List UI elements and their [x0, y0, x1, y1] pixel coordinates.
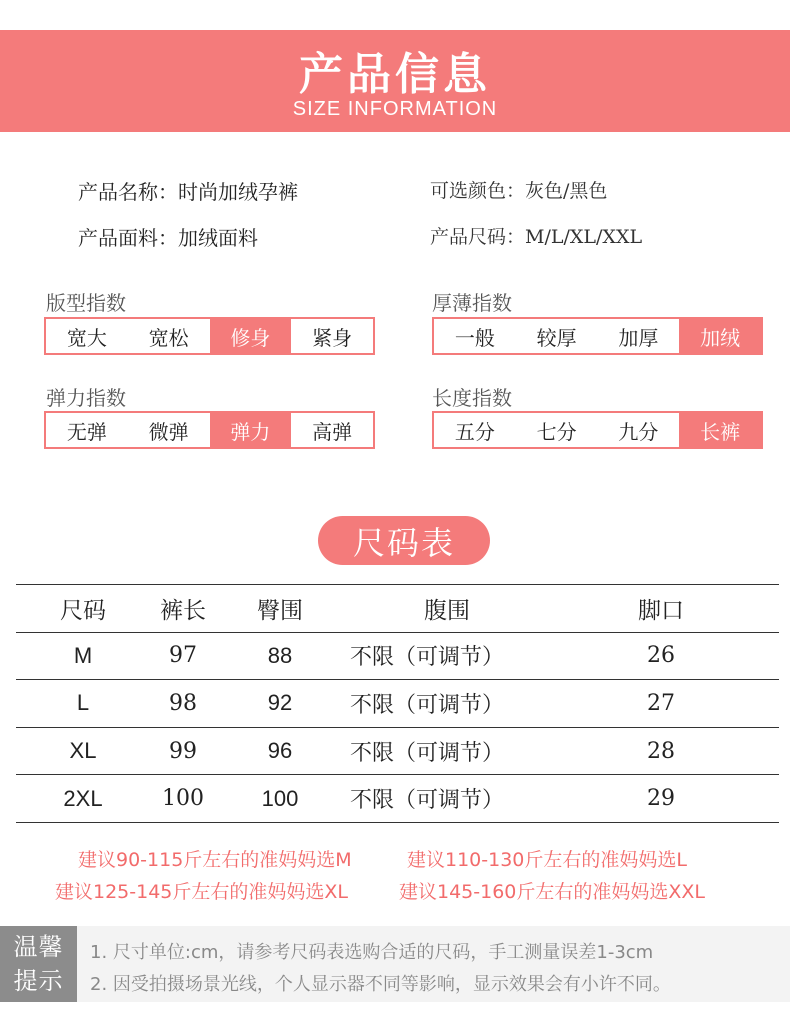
table-cell: 29: [647, 786, 675, 812]
table-header-cell: 尺码: [60, 597, 106, 624]
table-cell: M: [73, 642, 93, 668]
table-cell: 100: [162, 786, 204, 812]
notice-line: 1. 尺寸单位:cm，请参考尺码表选购合适的尺码，手工测量误差1-3cm: [90, 942, 654, 963]
length-option: 九分: [618, 419, 659, 444]
thickness-index-bar: [432, 317, 763, 355]
table-cell: 2XL: [63, 785, 103, 811]
notice-badge: [0, 926, 77, 1002]
table-header-cell: 脚口: [638, 597, 684, 624]
size-tip: 建议110-130斤左右的准妈妈选L: [407, 849, 687, 871]
size-tip: 建议90-115斤左右的准妈妈选M: [78, 849, 352, 871]
table-header-row: [16, 585, 779, 633]
length-index-title: 长度指数: [432, 386, 512, 410]
elastic-index-bar: [44, 411, 375, 449]
table-row: [16, 680, 779, 728]
table-cell: 不限（可调节）: [350, 788, 505, 814]
table-cell: 97: [169, 643, 197, 669]
table-cell: 不限（可调节）: [350, 645, 505, 671]
thickness-option: 加绒: [679, 319, 761, 353]
table-row: [16, 633, 779, 681]
table-cell: 28: [647, 738, 675, 764]
table-cell: 不限（可调节）: [350, 692, 505, 718]
product-name: 产品名称：时尚加绒孕裤: [78, 180, 298, 204]
table-cell: 100: [261, 785, 299, 811]
table-header-cell: 臀围: [257, 597, 303, 624]
product-fabric: 产品面料：加绒面料: [78, 226, 258, 250]
elastic-option: 无弹: [66, 419, 107, 444]
fit-option: 宽松: [148, 325, 189, 350]
notice-line: 2. 因受拍摄场景光线，个人显示器不同等影响，显示效果会有小许不同。: [90, 974, 671, 995]
length-option: 五分: [454, 419, 495, 444]
page-title: 产品信息: [299, 49, 491, 100]
page-subtitle: SIZE INFORMATION: [292, 98, 498, 120]
thickness-option: 加厚: [618, 325, 659, 350]
table-cell: 99: [169, 738, 197, 764]
table-header-cell: 裤长: [160, 597, 206, 624]
table-row: [16, 775, 779, 823]
notice-badge-line: 温馨: [13, 933, 64, 961]
size-tip: 建议125-145斤左右的准妈妈选XL: [55, 881, 348, 903]
table-cell: 98: [169, 690, 197, 716]
table-cell: 不限（可调节）: [350, 740, 505, 766]
elastic-option: 高弹: [312, 419, 353, 444]
length-option: 长裤: [679, 413, 761, 447]
table-cell: 92: [267, 690, 293, 716]
table-cell: XL: [69, 738, 97, 764]
table-cell: 88: [267, 642, 293, 668]
fit-index-title: 版型指数: [46, 291, 126, 315]
size-table: [16, 584, 779, 823]
fit-index-bar: [44, 317, 375, 355]
length-index-bar: [432, 411, 763, 449]
elastic-option: 微弹: [148, 419, 189, 444]
table-header-cell: 腹围: [424, 597, 470, 624]
notice-badge-line: 提示: [13, 967, 64, 995]
table-cell: 96: [267, 738, 293, 764]
size-table-title: 尺码表: [318, 516, 490, 565]
header-banner: [0, 30, 790, 132]
fit-option: 修身: [210, 319, 292, 353]
size-tip: 建议145-160斤左右的准妈妈选XXL: [399, 881, 706, 903]
fit-option: 宽大: [66, 325, 107, 350]
product-sizes: 产品尺码：M/L/XL/XXL: [430, 226, 643, 248]
elastic-option: 弹力: [210, 413, 292, 447]
thickness-index-title: 厚薄指数: [432, 291, 512, 315]
fit-option: 紧身: [312, 325, 353, 350]
table-row: [16, 728, 779, 776]
thickness-option: 较厚: [536, 325, 577, 350]
notice-box: [0, 926, 790, 1002]
elastic-index-title: 弹力指数: [46, 386, 126, 410]
table-cell: 26: [647, 643, 675, 669]
thickness-option: 一般: [454, 325, 495, 350]
length-option: 七分: [536, 419, 577, 444]
table-cell: L: [76, 690, 90, 716]
table-cell: 27: [647, 690, 675, 716]
product-colors: 可选颜色：灰色/黑色: [430, 180, 608, 202]
